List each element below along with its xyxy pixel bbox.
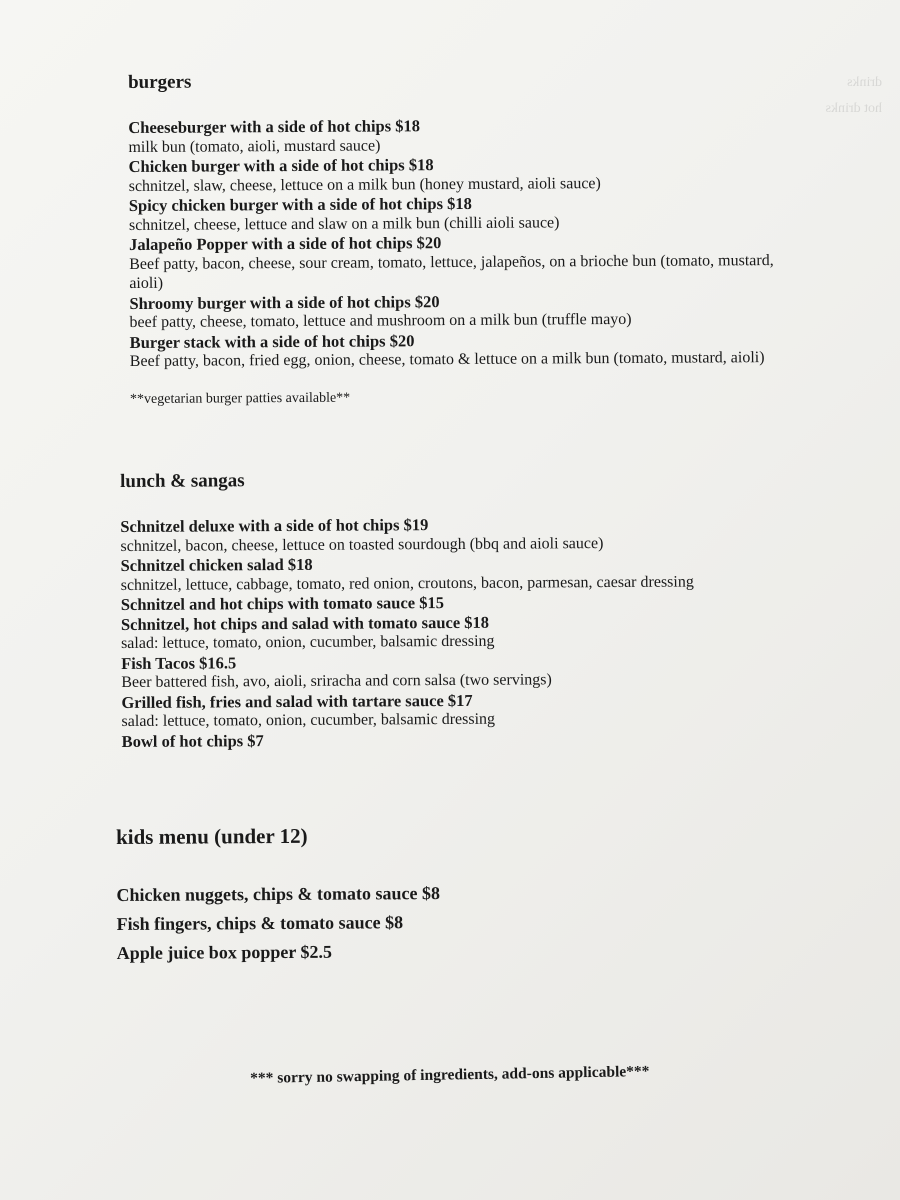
menu-item-description: salad: lettuce, tomato, onion, cucumber, balsamic dressing <box>121 632 495 652</box>
section-heading: lunch & sangas <box>120 470 245 492</box>
menu-item-title: Schnitzel, hot chips and salad with tomato sauce $18 <box>120 612 490 634</box>
menu-item-description: schnitzel, slaw, cheese, lettuce on a milk bun (honey mustard, aioli sauce) <box>128 174 601 195</box>
bleed-line: hot drinks <box>825 101 882 116</box>
vegetarian-note: **vegetarian burger patties available** <box>129 390 351 407</box>
menu-item-description: beef patty, cheese, tomato, lettuce and mushroom on a milk bun (truffle mayo) <box>129 310 632 331</box>
menu-item-title: Schnitzel chicken salad $18 <box>120 554 313 575</box>
menu-item-title: Jalapeño Popper with a side of hot chips $20 <box>128 233 442 254</box>
menu-item-title: Schnitzel deluxe with a side of hot chips $19 <box>120 515 429 536</box>
menu-item-title: Chicken nuggets, chips & tomato sauce $8 <box>116 883 440 905</box>
menu-item-title: Shroomy burger with a side of hot chips $20 <box>129 291 440 313</box>
menu-item-title: Schnitzel and hot chips with tomato sauce $15 <box>120 593 445 614</box>
footer-note: *** sorry no swapping of ingredients, add-ons applicable*** <box>250 1063 650 1087</box>
menu-item-title: Fish Tacos $16.5 <box>121 652 237 673</box>
menu-item-description: schnitzel, lettuce, cabbage, tomato, red onion, croutons, bacon, parmesan, caesar dressing <box>120 572 694 594</box>
bleed-line: drinks <box>847 75 882 90</box>
kids-section <box>116 822 717 968</box>
menu-item-description: Beef patty, bacon, fried egg, onion, cheese, tomato & lettuce on a milk bun (tomato, mustard, aioli) <box>129 349 765 370</box>
menu-item-title: Cheeseburger with a side of hot chips $18 <box>128 116 421 137</box>
menu-item-title: Bowl of hot chips $7 <box>121 730 264 751</box>
menu-item-title: Burger stack with a side of hot chips $20 <box>129 330 415 352</box>
menu-item-title: Grilled fish, fries and salad with tartare sauce $17 <box>121 690 473 712</box>
menu-item-title: Fish fingers, chips & tomato sauce $8 <box>116 912 404 934</box>
menu-item-title: Spicy chicken burger with a side of hot chips $18 <box>128 193 472 215</box>
lunch-section <box>120 467 842 751</box>
menu-item-description: schnitzel, cheese, lettuce and slaw on a milk bun (chilli aioli sauce) <box>128 213 560 234</box>
menu-item-description: Beef patty, bacon, cheese, sour cream, tomato, lettuce, jalapeños, on a brioche bun (tomato, mustard, aioli) <box>129 251 774 292</box>
burgers-section <box>128 68 810 409</box>
menu-item-description: milk bun (tomato, aioli, mustard sauce) <box>128 136 381 156</box>
menu-item-description: schnitzel, bacon, cheese, lettuce on toasted sourdough (bbq and aioli sauce) <box>120 534 604 555</box>
menu-item-title: Chicken burger with a side of hot chips $18 <box>128 155 434 176</box>
menu-item-description: Beer battered fish, avo, aioli, sriracha and corn salsa (two servings) <box>121 671 552 691</box>
menu-item-title: Apple juice box popper $2.5 <box>116 941 333 963</box>
section-heading: burgers <box>128 71 192 93</box>
section-heading: kids menu (under 12) <box>115 823 308 849</box>
menu-item-description: salad: lettuce, tomato, onion, cucumber, balsamic dressing <box>121 710 496 730</box>
